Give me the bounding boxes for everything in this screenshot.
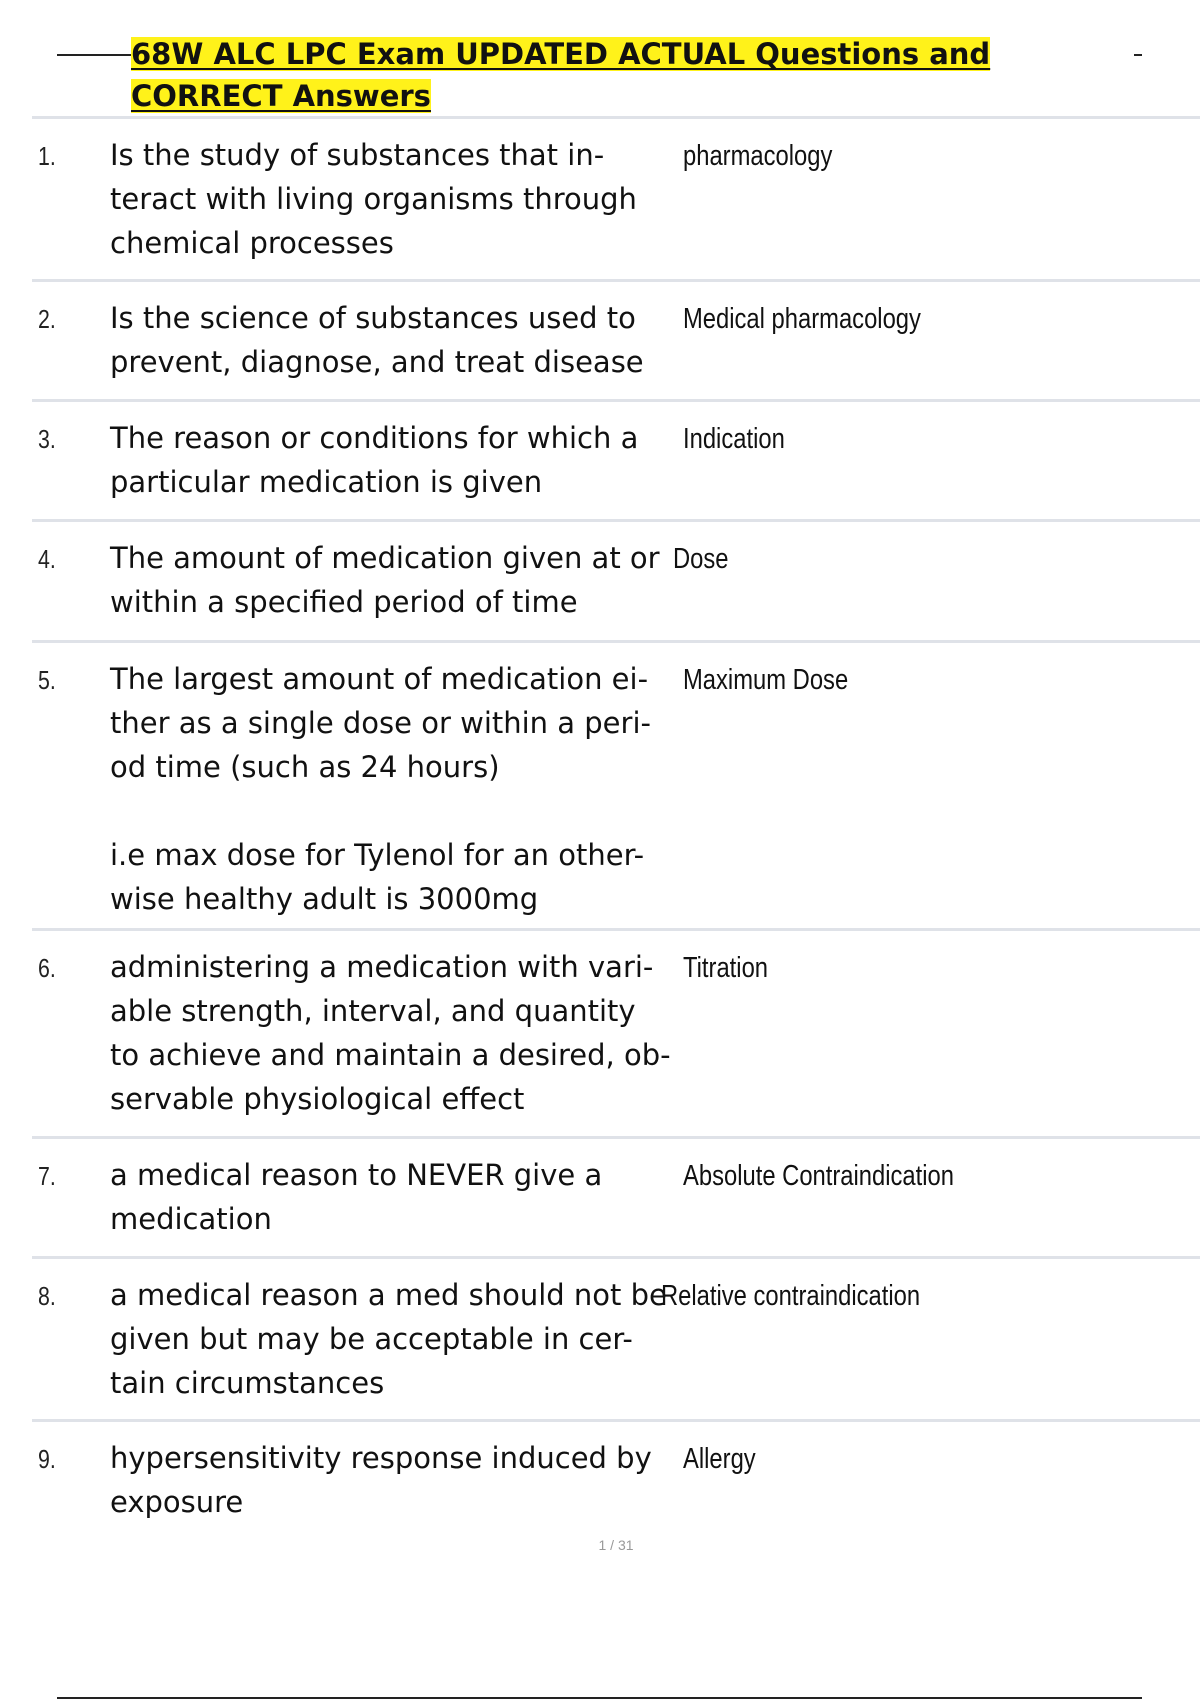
answer-text: Absolute Contraindication — [683, 1160, 954, 1192]
answer-text: Relative contraindication — [661, 1280, 921, 1312]
answer-text: Indication — [683, 423, 785, 455]
question-text: The amount of medication given at or within a specified period of time — [110, 541, 660, 619]
qa-row-3 — [32, 399, 1200, 519]
item-number: 4. — [38, 544, 56, 574]
item-number: 3. — [38, 424, 56, 454]
question-text: administering a medication with vari- able strength, interval, and quantity to achieve and maintain a desired, ob- servable physiological effect — [110, 950, 671, 1116]
item-number: 6. — [38, 953, 56, 983]
title-right-rule — [1134, 54, 1142, 56]
page-indicator: 1 / 31 — [598, 1537, 634, 1553]
question-text: Is the science of substances used to prevent, diagnose, and treat disease — [110, 301, 644, 379]
question-text: a medical reason a med should not be given but may be acceptable in cer- tain circumstances — [110, 1278, 667, 1400]
qa-row-9 — [32, 1419, 1200, 1539]
item-number: 2. — [38, 304, 56, 334]
answer-text: Dose — [673, 543, 729, 575]
title-left-rule — [57, 54, 131, 56]
item-number: 8. — [38, 1281, 56, 1311]
question-text: a medical reason to NEVER give a medication — [110, 1158, 603, 1236]
item-number: 5. — [38, 665, 56, 695]
question-text: The reason or conditions for which a particular medication is given — [110, 421, 639, 499]
qa-row-1 — [32, 116, 1200, 279]
item-number: 1. — [38, 141, 56, 171]
answer-text: Medical pharmacology — [683, 303, 921, 335]
answer-text: Allergy — [683, 1443, 756, 1475]
answer-text: Maximum Dose — [683, 664, 849, 696]
qa-row-6 — [32, 928, 1200, 1136]
question-text: Is the study of substances that in- teract with living organisms through chemical processes — [110, 138, 637, 260]
qa-row-8 — [32, 1256, 1200, 1419]
qa-row-7 — [32, 1136, 1200, 1256]
answer-text: pharmacology — [683, 140, 833, 172]
bottom-rule — [57, 1697, 1142, 1699]
qa-row-5 — [32, 640, 1200, 928]
qa-row-2 — [32, 279, 1200, 399]
item-number: 9. — [38, 1444, 56, 1474]
item-number: 7. — [38, 1161, 56, 1191]
qa-row-4 — [32, 519, 1200, 640]
document-title: 68W ALC LPC Exam UPDATED ACTUAL Questions and CORRECT Answers — [131, 37, 991, 113]
qa-list — [32, 116, 1200, 1539]
answer-text: Titration — [683, 952, 769, 984]
question-text: hypersensitivity response induced by exposure — [110, 1441, 652, 1519]
question-text: The largest amount of medication ei- ther as a single dose or within a peri- od time (such as 24 hours) i.e max dose for Tylenol for an other- wise healthy adult is 3000mg — [110, 662, 651, 916]
